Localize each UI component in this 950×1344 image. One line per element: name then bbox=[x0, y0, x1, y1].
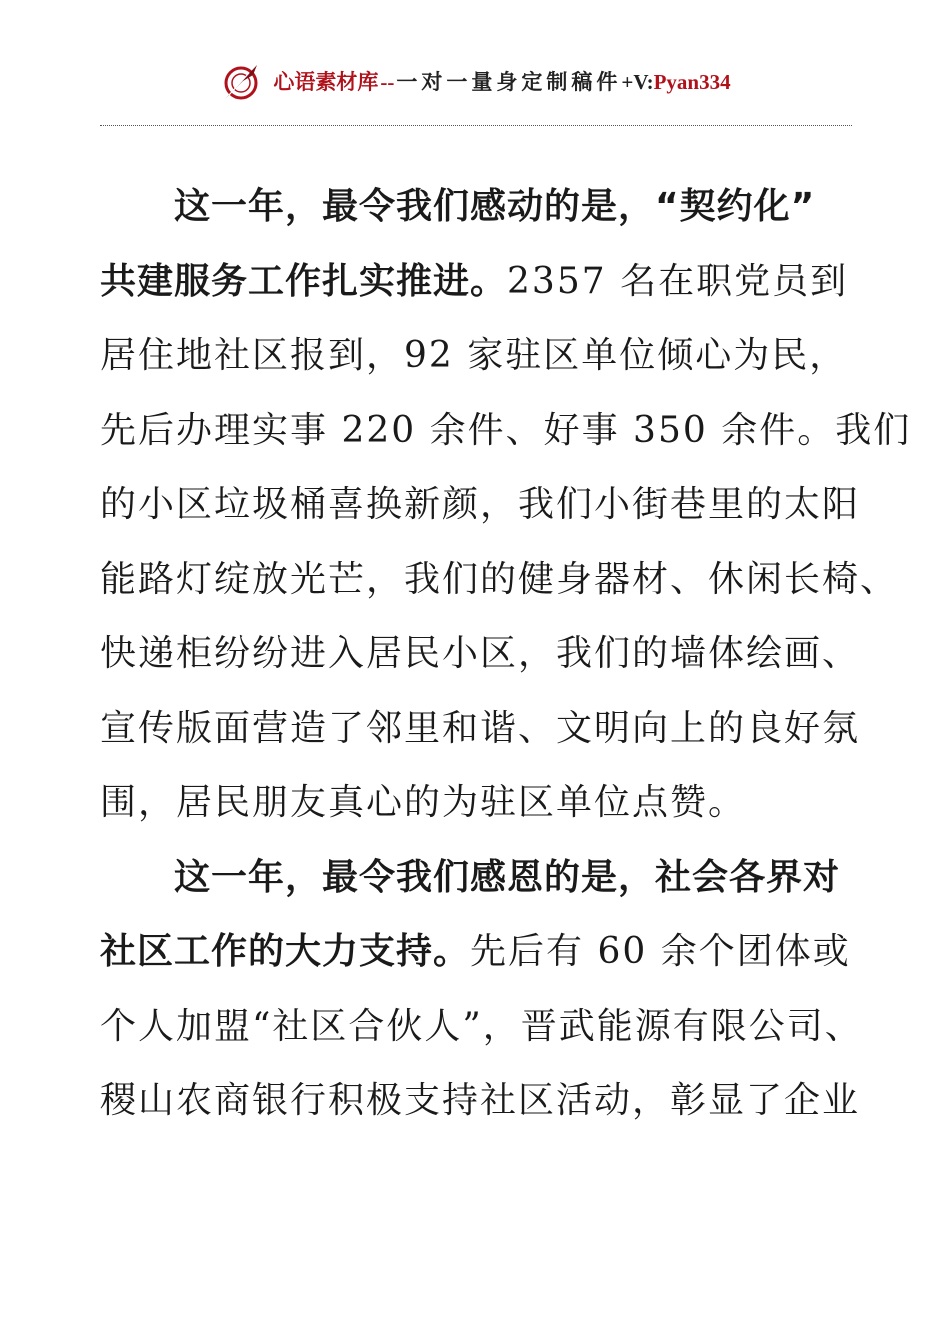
bold-lead: 社区工作的大力支持。 bbox=[100, 931, 471, 972]
paragraph-line bbox=[100, 841, 870, 916]
paragraph-line bbox=[100, 543, 899, 618]
paragraph-line bbox=[100, 766, 870, 841]
paragraph-line bbox=[100, 468, 870, 543]
header-dashes: -- bbox=[380, 70, 395, 94]
quill-pen-circle-icon bbox=[219, 59, 263, 103]
body-text: 宣传版面营造了邻里和谐、文明向上的良好氛 bbox=[100, 707, 861, 749]
body-text: 围，居民朋友真心的为驻区单位点赞。 bbox=[100, 782, 747, 823]
body-text: 快递柜纷纷进入居民小区，我们的墙体绘画、 bbox=[100, 633, 861, 674]
contact-prefix: +V: bbox=[621, 70, 654, 94]
body-text: 先后办理实事 220 余件、好事 350 余件。我们 bbox=[100, 409, 912, 451]
document-body bbox=[100, 170, 912, 1139]
header-banner-text bbox=[273, 66, 730, 96]
bold-lead: 这一年，最令我们感恩的是，社会各界对 bbox=[174, 856, 841, 898]
paragraph-line bbox=[100, 692, 870, 767]
header-slogan: 一对一量身定制稿件 bbox=[396, 70, 622, 94]
body-text: 居住地社区报到，92 家驻区单位倾心为民， bbox=[100, 335, 848, 376]
paragraph-line bbox=[100, 394, 912, 469]
body-text: 的小区垃圾桶喜换新颜，我们小街巷里的太阳 bbox=[100, 484, 861, 525]
contact-id: Pyan334 bbox=[653, 70, 731, 94]
body-text: 能路灯绽放光芒，我们的健身器材、休闲长椅、 bbox=[100, 558, 899, 600]
header-divider bbox=[100, 125, 852, 126]
brand-name: 心语素材库 bbox=[273, 70, 379, 94]
paragraph-line bbox=[100, 245, 870, 320]
paragraph-line bbox=[100, 990, 870, 1065]
bold-lead: 这一年，最令我们感动的是，“契约化” bbox=[174, 186, 816, 227]
body-text: 稷山农商银行积极支持社区活动，彰显了企业 bbox=[100, 1080, 861, 1121]
paragraph-line bbox=[100, 617, 870, 692]
body-text: 2357 名在职党员到 bbox=[507, 260, 849, 302]
page-header bbox=[0, 56, 950, 106]
bold-lead: 共建服务工作扎实推进。 bbox=[100, 260, 508, 302]
paragraph-line bbox=[100, 170, 870, 245]
body-text: 个人加盟“社区合伙人”，晋武能源有限公司、 bbox=[100, 1005, 863, 1047]
body-text: 先后有 60 余个团体或 bbox=[470, 931, 851, 972]
paragraph-line bbox=[100, 1064, 870, 1139]
paragraph-line bbox=[100, 319, 870, 394]
paragraph-line bbox=[100, 915, 870, 990]
